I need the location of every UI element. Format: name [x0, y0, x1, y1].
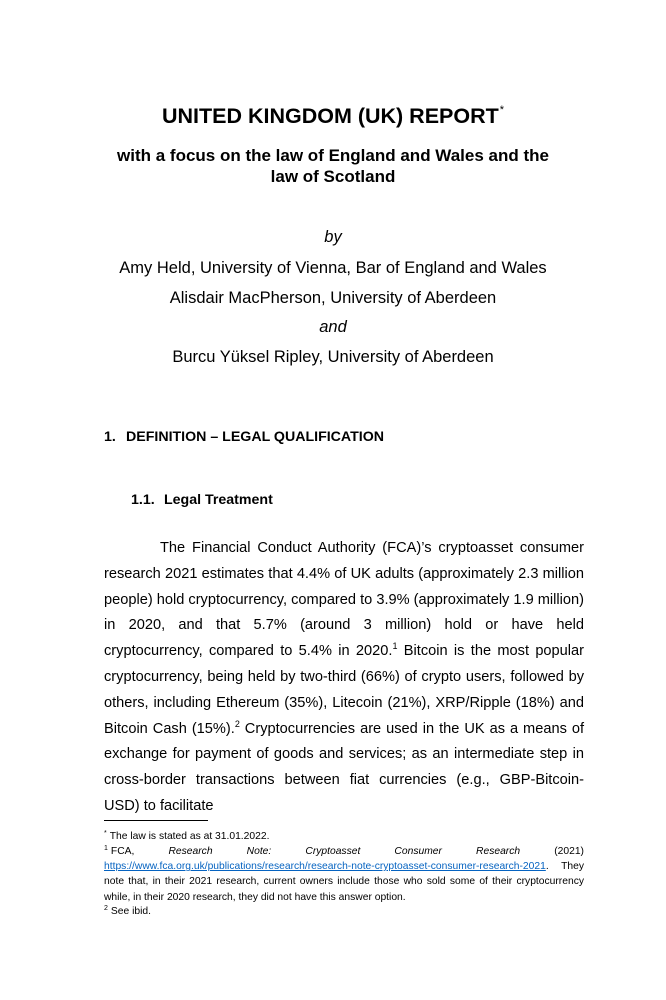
footnote-2	[104, 904, 584, 919]
footnote-star-marker: *	[104, 830, 107, 837]
author-amy-held: Amy Held, University of Vienna, Bar of England and Wales	[119, 259, 547, 277]
footnote-1-marker: 1	[104, 845, 108, 852]
footnote-ref-1[interactable]: 1	[392, 641, 398, 652]
footnote-star	[104, 829, 584, 844]
footnote-1-link[interactable]: https://www.fca.org.uk/publications/research/research-note-cryptoasset-consumer-research-2021	[104, 861, 546, 873]
report-title	[0, 104, 666, 129]
author-burcu-yuksel-ripley: Burcu Yüksel Ripley, University of Aberdeen	[172, 348, 494, 366]
footnote-1-publication-title: Research Note: Cryptoasset Consumer Research	[168, 846, 521, 857]
footnote-1	[104, 844, 584, 905]
body-text-part2: Bitcoin is the most popular cryptocurrency, being held by two-third (66%) of crypto users, followed by others, including Ethereum (35%), Litecoin (21%), XRP/Ripple (18%) and Bitcoin Cash (15%).	[104, 643, 584, 737]
section-title: DEFINITION – LEGAL QUALIFICATION	[126, 429, 384, 445]
report-title-text: UNITED KINGDOM (UK) REPORT	[161, 104, 499, 128]
footnote-1-note: . They note that, in their 2021 research, current owners include those who sold some of their cryptocurrency while, in their 2020 research, they did not have this answer option.	[104, 861, 584, 903]
footnote-star-text: The law is stated as at 31.01.2022.	[109, 831, 270, 842]
footnote-ref-2[interactable]: 2	[234, 718, 240, 729]
footnote-1-year: (2021)	[520, 846, 584, 857]
body-paragraph	[104, 536, 584, 820]
author-alisdair-macpherson: Alisdair MacPherson, University of Aberdeen	[169, 289, 497, 307]
subsection-title: Legal Treatment	[164, 492, 273, 508]
section-number: 1.	[104, 429, 116, 445]
subsection-number: 1.1.	[131, 492, 155, 508]
body-text-part1: The Financial Conduct Authority (FCA)’s cryptoasset consumer research 2021 estimates that 4.4% of UK adults (approximately 2.3 million people) hold cryptocurrency, compared to 3.9% (approximately 1.9 million) in 2020, and that 5.7% (around 3 million) hold or have held cryptocurrency, compared to 5.4% in 2020.	[104, 540, 584, 660]
byline-and: and	[319, 318, 347, 336]
footnote-divider	[104, 820, 208, 821]
footnote-2-marker: 2	[104, 905, 108, 912]
footnote-2-text: See ibid.	[110, 906, 151, 917]
section-heading	[104, 429, 384, 445]
subsection-heading	[131, 492, 273, 508]
body-text-part3: Cryptocurrencies are used in the UK as a means of exchange for payment of goods and services; as an intermediate step in cross-border transactions between fiat currencies (e.g., GBP-Bitcoin-USD) to facilitate	[104, 720, 585, 814]
footnote-1-prefix: FCA,	[110, 846, 169, 857]
byline-by: by	[324, 228, 342, 246]
report-subtitle: with a focus on the law of England and Wales and the law of Scotland	[117, 146, 549, 186]
title-footnote-marker: *	[499, 104, 505, 116]
